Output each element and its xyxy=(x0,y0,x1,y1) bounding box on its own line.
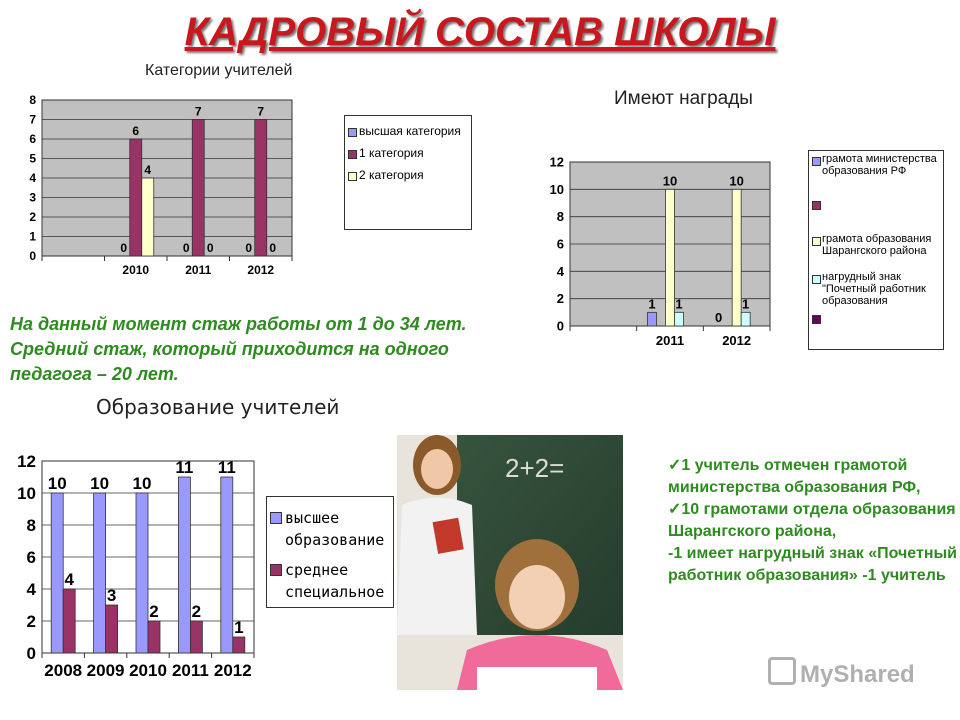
y-tick-label: 6 xyxy=(26,547,36,567)
bar xyxy=(255,120,267,257)
awards-line: ✓1 учитель отмечен грамотой министерства образования РФ, xyxy=(668,457,921,496)
y-tick-label: 8 xyxy=(556,209,564,225)
chart-title-awards: Имеют награды xyxy=(614,88,753,109)
data-label: 10 xyxy=(729,173,744,189)
data-label: 7 xyxy=(257,104,265,119)
bar xyxy=(192,120,204,257)
y-tick-label: 0 xyxy=(26,643,36,663)
y-tick-label: 4 xyxy=(26,579,36,599)
y-tick-label: 8 xyxy=(26,515,36,535)
bar xyxy=(648,312,657,326)
data-label: 10 xyxy=(90,474,110,493)
data-label: 10 xyxy=(662,173,678,189)
y-tick-label: 0 xyxy=(29,249,36,264)
legend-swatch xyxy=(812,237,821,246)
y-tick-label: 10 xyxy=(549,181,564,197)
y-tick-label: 5 xyxy=(29,151,36,166)
y-tick-label: 6 xyxy=(556,236,564,252)
legend-swatch xyxy=(270,512,282,524)
chart-education xyxy=(10,445,265,695)
legend-education xyxy=(266,496,394,608)
legend-item xyxy=(809,197,943,233)
data-label: 1 xyxy=(742,296,750,312)
legend-swatch xyxy=(812,157,821,166)
bar xyxy=(94,493,106,653)
data-label: 2 xyxy=(149,602,159,621)
x-tick-label: 2011 xyxy=(185,263,212,277)
legend-swatch xyxy=(812,275,821,284)
legend-swatch xyxy=(812,315,821,324)
legend-item xyxy=(267,507,393,551)
awards-line: ✓10 грамотами отдела образования Шарангского района, xyxy=(668,501,956,540)
legend-swatch xyxy=(348,172,357,181)
legend-label: 2 категория xyxy=(359,168,424,182)
legend-swatch xyxy=(348,150,357,159)
bar xyxy=(675,312,684,326)
data-label: 10 xyxy=(132,474,152,493)
chart-awards xyxy=(535,150,805,360)
bar xyxy=(666,189,675,326)
data-label: 2 xyxy=(191,602,202,621)
bar xyxy=(190,621,202,653)
experience-note: На данный момент стаж работы от 1 до 34 лет. Средний стаж, который приходится на одного педагога – 20 лет. xyxy=(10,314,467,384)
data-label: 7 xyxy=(194,104,202,119)
legend-label: грамота министерства образования РФ xyxy=(822,153,937,177)
data-label: 0 xyxy=(715,310,723,325)
legend-item xyxy=(809,153,943,197)
data-label: 1 xyxy=(648,296,656,312)
x-tick-label: 2012 xyxy=(213,661,252,680)
bar xyxy=(142,178,154,256)
y-tick-label: 4 xyxy=(556,263,564,279)
x-tick-label: 2011 xyxy=(171,661,209,680)
bar xyxy=(63,589,75,653)
x-tick-label: 2010 xyxy=(129,661,167,680)
myshared-logo-icon xyxy=(768,657,796,685)
watermark: MyShared xyxy=(768,657,915,689)
bar xyxy=(136,493,148,653)
y-tick-label: 4 xyxy=(29,171,36,186)
legend-label: высшее образование xyxy=(285,509,385,549)
y-tick-label: 2 xyxy=(556,291,564,307)
legend-swatch xyxy=(348,128,357,137)
legend-label: грамота образования Шарангского района xyxy=(822,233,932,257)
data-label: 4 xyxy=(144,163,152,177)
x-tick-label: 2011 xyxy=(655,333,685,348)
legend-swatch xyxy=(812,201,821,210)
y-tick-label: 8 xyxy=(29,93,36,108)
bar xyxy=(106,605,118,653)
legend-label: 1 категория xyxy=(359,146,424,160)
y-tick-label: 12 xyxy=(17,451,36,471)
slide-title: КАДРОВЫЙ СОСТАВ ШКОЛЫ xyxy=(184,10,776,54)
y-tick-label: 10 xyxy=(17,483,36,503)
x-tick-label: 2008 xyxy=(44,661,83,680)
y-tick-label: 6 xyxy=(29,132,36,147)
data-label: 0 xyxy=(206,241,214,255)
data-label: 0 xyxy=(269,241,277,255)
data-label: 11 xyxy=(217,458,236,477)
data-label: 0 xyxy=(120,241,128,255)
legend-item xyxy=(345,146,471,160)
legend-label: нагрудный знак "Почетный работник образования xyxy=(822,271,926,307)
data-label: 0 xyxy=(245,241,253,255)
data-label: 0 xyxy=(182,241,190,255)
bar xyxy=(221,477,233,653)
data-label: 10 xyxy=(47,474,67,493)
bar xyxy=(130,139,142,256)
data-label: 4 xyxy=(64,570,74,589)
bar xyxy=(741,312,750,326)
svg-text:2+2=: 2+2= xyxy=(505,453,565,483)
bar xyxy=(233,637,245,653)
awards-line: -1 имеет нагрудный знак «Почетный работник образования» -1 учитель xyxy=(668,545,957,584)
legend-item xyxy=(345,124,471,138)
legend-label: среднее специальное xyxy=(285,561,385,601)
bar xyxy=(732,189,741,326)
y-tick-label: 12 xyxy=(549,154,564,170)
legend-item xyxy=(809,233,943,271)
data-label: 3 xyxy=(106,586,117,605)
legend-item xyxy=(345,168,471,182)
data-label: 1 xyxy=(675,296,683,312)
check-icon: ✓ xyxy=(668,457,682,474)
chart-categories xyxy=(20,90,320,290)
legend-awards xyxy=(808,150,944,350)
x-tick-label: 2012 xyxy=(247,263,275,277)
bar xyxy=(51,493,63,653)
bar xyxy=(178,477,190,653)
y-tick-label: 7 xyxy=(29,112,36,127)
data-label: 1 xyxy=(234,618,244,637)
legend-swatch xyxy=(270,564,282,576)
y-tick-label: 3 xyxy=(29,190,36,205)
data-label: 11 xyxy=(175,458,194,477)
classroom-photo xyxy=(397,435,623,690)
x-tick-label: 2010 xyxy=(122,263,150,277)
legend-item xyxy=(267,559,393,603)
y-tick-label: 1 xyxy=(29,229,36,244)
legend-item xyxy=(809,271,943,311)
legend-label: высшая категория xyxy=(359,124,461,138)
chart-title-categories: Категории учителей xyxy=(145,62,293,79)
x-tick-label: 2012 xyxy=(722,333,752,348)
y-tick-label: 0 xyxy=(556,318,564,334)
legend-categories xyxy=(344,115,472,230)
check-icon: ✓ xyxy=(668,501,682,518)
data-label: 6 xyxy=(132,124,140,138)
x-tick-label: 2009 xyxy=(86,661,125,680)
awards-note xyxy=(668,455,958,587)
y-tick-label: 2 xyxy=(26,611,36,631)
chart-title-education: Образование учителей xyxy=(96,395,340,419)
bar xyxy=(148,621,160,653)
y-tick-label: 2 xyxy=(29,210,36,225)
